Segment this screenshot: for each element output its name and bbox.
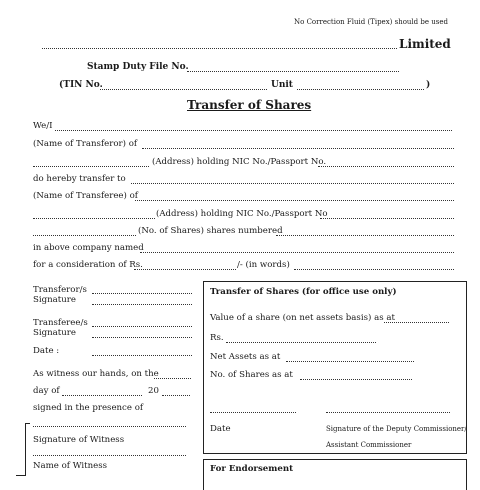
name-of-witness-label: Name of Witness	[33, 461, 108, 471]
transferor-address-field-2[interactable]	[33, 166, 149, 167]
office-date-field[interactable]	[210, 412, 296, 413]
share-value-date-field[interactable]	[384, 322, 449, 323]
tin-label: (TIN No.	[59, 80, 103, 90]
office-use-title: Transfer of Shares (for office use only)	[210, 287, 397, 297]
transferee-field[interactable]	[131, 183, 454, 184]
unit-field[interactable]	[297, 89, 424, 90]
in-words-label: /- (in words)	[237, 260, 290, 270]
transferor-address-field[interactable]	[142, 148, 454, 149]
we-i-field[interactable]	[55, 130, 452, 131]
net-assets-label: Net Assets as at	[210, 352, 281, 362]
date-label: Date :	[33, 346, 60, 356]
shares-numbered-field[interactable]	[276, 235, 454, 236]
company-named-label: in above company named	[33, 243, 144, 253]
deputy-signature-label-1: Signature of the Deputy Commissioner/	[326, 425, 467, 433]
witness-bracket	[25, 423, 26, 475]
witness-name-field[interactable]	[33, 455, 186, 456]
witness-bracket-top	[25, 423, 30, 424]
signature-of-witness-label: Signature of Witness	[33, 435, 125, 445]
transferee-nic-field[interactable]	[320, 218, 454, 219]
transferee-address-field[interactable]	[135, 200, 454, 201]
day-of-label: day of	[33, 386, 60, 396]
rs-label: Rs.	[210, 333, 224, 343]
no-of-shares-label: No. of Shares as at	[210, 370, 293, 380]
transferor-field[interactable]	[92, 293, 192, 294]
shares-numbered-label: (No. of Shares) shares numbered	[138, 226, 283, 236]
date-field[interactable]	[92, 355, 192, 356]
transferor-signature-label: Signature	[33, 295, 76, 305]
number-of-shares-field[interactable]	[33, 235, 136, 236]
consideration-words-field[interactable]	[294, 269, 454, 270]
address-holding-label-1: (Address) holding NIC No./Passport No.	[152, 157, 327, 167]
witness-bracket-foot	[16, 475, 26, 476]
page-title: Transfer of Shares	[187, 98, 312, 112]
transferee-signature-label: Signature	[33, 328, 76, 338]
no-of-shares-field[interactable]	[300, 379, 412, 380]
endorsement-box	[203, 459, 467, 490]
deputy-commissioner-signature-field[interactable]	[326, 412, 450, 413]
transferee-field[interactable]	[92, 326, 192, 327]
company-suffix: Limited	[399, 37, 451, 51]
consideration-amount-field[interactable]	[134, 269, 236, 270]
consideration-label: for a consideration of Rs.	[33, 260, 143, 270]
deputy-signature-label-2: Assistant Commissioner	[326, 441, 412, 449]
witness-hands-label: As witness our hands, on the	[33, 369, 159, 379]
no-correction-fluid-notice: No Correction Fluid (Tipex) should be used	[294, 18, 448, 26]
transferor-label: Transferor/s	[33, 285, 87, 295]
witness-day-field[interactable]	[154, 378, 191, 379]
address-holding-label-2: (Address) holding NIC No./Passport No	[156, 209, 328, 219]
we-i-label: We/I	[33, 121, 53, 131]
unit-label: Unit	[271, 80, 293, 90]
signed-presence-label: signed in the presence of	[33, 403, 144, 413]
tin-close-paren: )	[426, 80, 431, 90]
transferee-address-field-2[interactable]	[33, 218, 155, 219]
do-hereby-transfer-label: do hereby transfer to	[33, 174, 126, 184]
stamp-duty-label: Stamp Duty File No.	[87, 62, 189, 72]
year-prefix-label: 20	[148, 386, 159, 396]
transferor-name-label: (Name of Transferor) of	[33, 139, 138, 149]
witness-signature-field[interactable]	[33, 426, 186, 427]
company-name-line[interactable]	[42, 48, 397, 49]
tin-field[interactable]	[100, 89, 267, 90]
office-use-box	[203, 281, 467, 454]
office-date-label: Date	[210, 424, 231, 434]
company-named-field[interactable]	[140, 252, 454, 253]
share-value-rs-field[interactable]	[226, 342, 376, 343]
witness-month-field[interactable]	[62, 395, 142, 396]
transferee-signature-field[interactable]	[92, 337, 192, 338]
net-assets-field[interactable]	[286, 361, 414, 362]
stamp-duty-field[interactable]	[187, 71, 399, 72]
share-value-label: Value of a share (on net assets basis) as at	[210, 313, 395, 323]
transferee-label: Transferee/s	[33, 318, 88, 328]
transferor-signature-field[interactable]	[92, 304, 192, 305]
witness-year-field[interactable]	[162, 395, 190, 396]
transferee-name-label: (Name of Transferee) of	[33, 191, 138, 201]
endorsement-title: For Endorsement	[210, 464, 294, 474]
transferor-nic-field[interactable]	[318, 166, 454, 167]
